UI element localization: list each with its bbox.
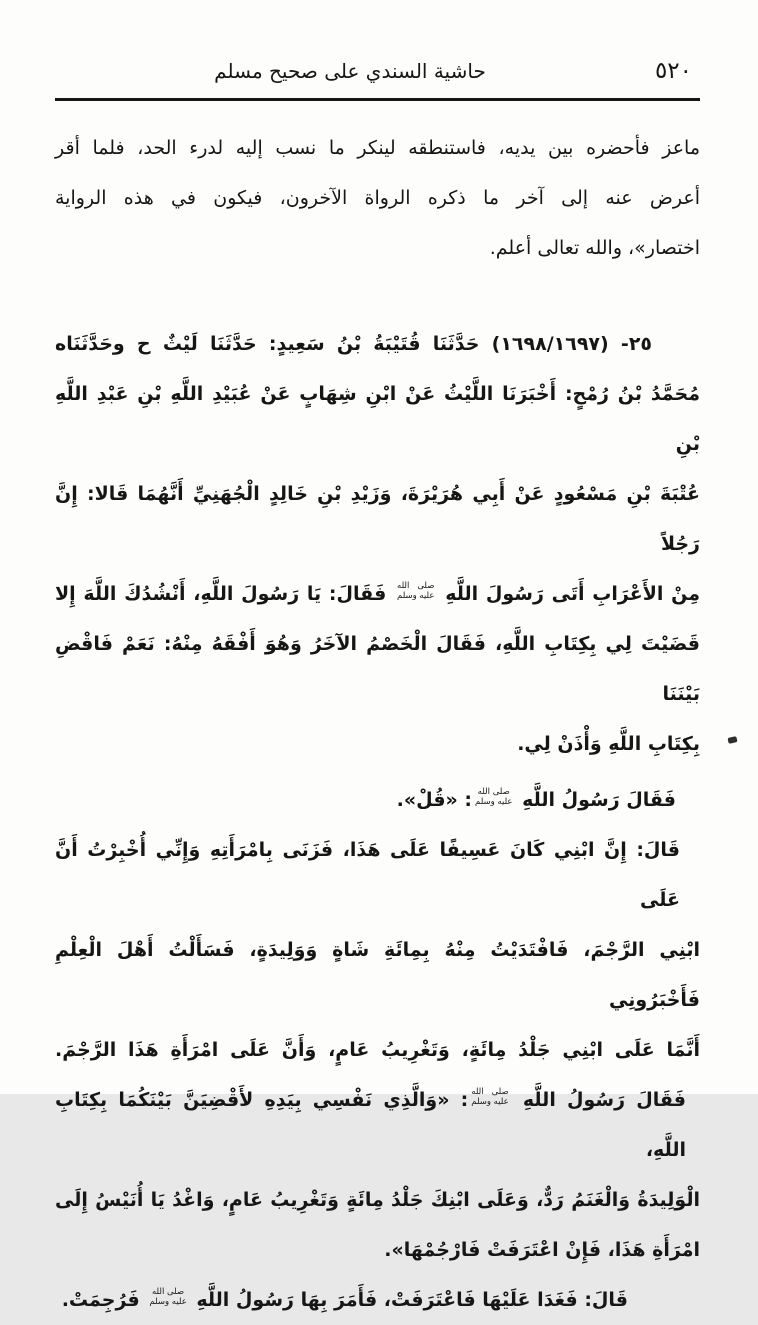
page-number: ٥٢٠ xyxy=(654,58,692,84)
text-line xyxy=(55,569,700,619)
ink-speck xyxy=(727,736,737,744)
prophet-says-qul xyxy=(55,775,700,825)
text-line xyxy=(55,1025,700,1075)
text-line xyxy=(55,825,700,925)
text-segment: الْوَلِيدَةُ وَالْغَنَمُ رَدٌّ، وَعَلَى ابْنِكَ جَلْدُ مِائَةٍ وَتَغْرِيبُ عَامٍ، وَاغْدُ يَا أُنَيْسُ إِلَى xyxy=(55,1189,700,1211)
text-segment: فَقَالَ رَسُولُ اللَّهِ xyxy=(515,789,676,811)
text-segment: فَرُجِمَتْ. xyxy=(61,1289,147,1311)
text-line xyxy=(55,1225,700,1275)
text-line xyxy=(55,223,700,273)
text-segment: قَالَ: فَغَدَا عَلَيْهَا فَاعْتَرَفَتْ، فَأَمَرَ بِهَا رَسُولُ اللَّهِ xyxy=(189,1289,628,1311)
page-body xyxy=(55,123,700,1325)
confession-and-stoning xyxy=(55,1275,700,1325)
text-segment: فَقَالَ رَسُولُ اللَّهِ xyxy=(511,1089,686,1111)
text-segment: امْرَأَةِ هَذَا، فَإِنْ اعْتَرَفَتْ فَارْجُمْهَا». xyxy=(384,1239,700,1261)
text-line xyxy=(55,1075,700,1175)
prophet-judgment xyxy=(55,1075,700,1275)
hadith-25-isnad-matn xyxy=(55,319,700,769)
text-line xyxy=(55,319,700,369)
text-segment: : «وَالَّذِي نَفْسِي بِيَدِهِ لأَقْضِيَنَّ بَيْنَكُمَا بِكِتَابِ اللَّهِ، xyxy=(55,1089,686,1161)
text-line xyxy=(55,369,700,469)
saw-honorific-ligature: صلى الله عليه وسلم xyxy=(471,1087,509,1107)
text-line xyxy=(55,173,700,223)
book-title: حاشية السندي على صحيح مسلم xyxy=(214,59,486,83)
text-segment: مُحَمَّدُ بْنُ رُمْحٍ: أَخْبَرَنَا اللَّيْثُ عَنْ ابْنِ شِهَابٍ عَنْ عُبَيْدِ اللَّهِ بْنِ عَبْدِ اللَّهِ بْنِ xyxy=(55,383,700,455)
text-line xyxy=(55,1175,700,1225)
text-line xyxy=(55,619,700,719)
text-line xyxy=(55,469,700,569)
text-segment: عُتْبَةَ بْنِ مَسْعُودٍ عَنْ أَبِي هُرَيْرَةَ، وَزَيْدِ بْنِ خَالِدٍ الْجُهَنِيِّ أَنَّهُمَا قَالا: إِنَّ رَجُلاً xyxy=(55,483,700,555)
text-segment: اختصار»، والله تعالى أعلم. xyxy=(489,237,700,259)
text-segment: ابْنِي الرَّجْمَ، فَافْتَدَيْتُ مِنْهُ بِمِائَةِ شَاةٍ وَوَلِيدَةٍ، فَسَأَلْتُ أَهْلَ الْعِلْمِ فَأَخْبَرُونِي xyxy=(55,939,700,1011)
saw-honorific-ligature: صلى الله عليه وسلم xyxy=(397,581,435,601)
page-header xyxy=(55,54,700,88)
text-segment: بِكِتَابِ اللَّهِ وَأْذَنْ لِي. xyxy=(517,733,700,755)
text-segment: أَنَّمَا عَلَى ابْنِي جَلْدُ مِائَةٍ، وَتَغْرِيبُ عَامٍ، وَأَنَّ عَلَى امْرَأَةِ هَذَا الرَّجْمَ. xyxy=(55,1039,700,1061)
text-segment: ٢٥- (١٦٩٨/١٦٩٧) حَدَّثَنَا قُتَيْبَةُ بْنُ سَعِيدٍ: حَدَّثَنَا لَيْثٌ ح وحَدَّثَنَاه xyxy=(55,333,653,355)
saw-honorific-ligature: صلى الله عليه وسلم xyxy=(149,1287,187,1307)
text-segment: ماعز فأحضره بين يديه، فاستنطقه لينكر ما نسب إليه لدرء الحد، فلما أقر xyxy=(55,137,700,159)
text-segment: مِنْ الأَعْرَابِ أَتَى رَسُولَ اللَّهِ xyxy=(437,583,700,605)
text-line xyxy=(55,123,700,173)
text-segment: : «قُلْ». xyxy=(396,789,473,811)
commentary-conclusion xyxy=(55,123,700,273)
text-segment: قَضَيْتَ لِي بِكِتَابِ اللَّهِ، فَقَالَ الْخَصْمُ الآخَرُ وَهُوَ أَفْقَهُ مِنْهُ: نَعَمْ فَاقْضِ بَيْنَنَا xyxy=(55,633,700,705)
text-line xyxy=(55,775,700,825)
text-segment: أعرض عنه إلى آخر ما ذكره الرواة الآخرون، فيكون في هذه الرواية xyxy=(55,187,700,209)
claimant-statement xyxy=(55,825,700,1075)
text-line xyxy=(55,1275,700,1325)
text-line xyxy=(55,719,700,769)
text-line xyxy=(55,925,700,1025)
text-segment: فَقَالَ: يَا رَسُولَ اللَّهِ، أَنْشُدُكَ اللَّهَ إِلا xyxy=(55,583,395,605)
header-rule xyxy=(55,98,700,101)
text-segment: قَالَ: إِنَّ ابْنِي كَانَ عَسِيفًا عَلَى هَذَا، فَزَنَى بِامْرَأَتِهِ وَإِنِّي أُخْبِرْتُ أَنَّ عَلَى xyxy=(55,839,680,911)
saw-honorific-ligature: صلى الله عليه وسلم xyxy=(475,787,513,807)
